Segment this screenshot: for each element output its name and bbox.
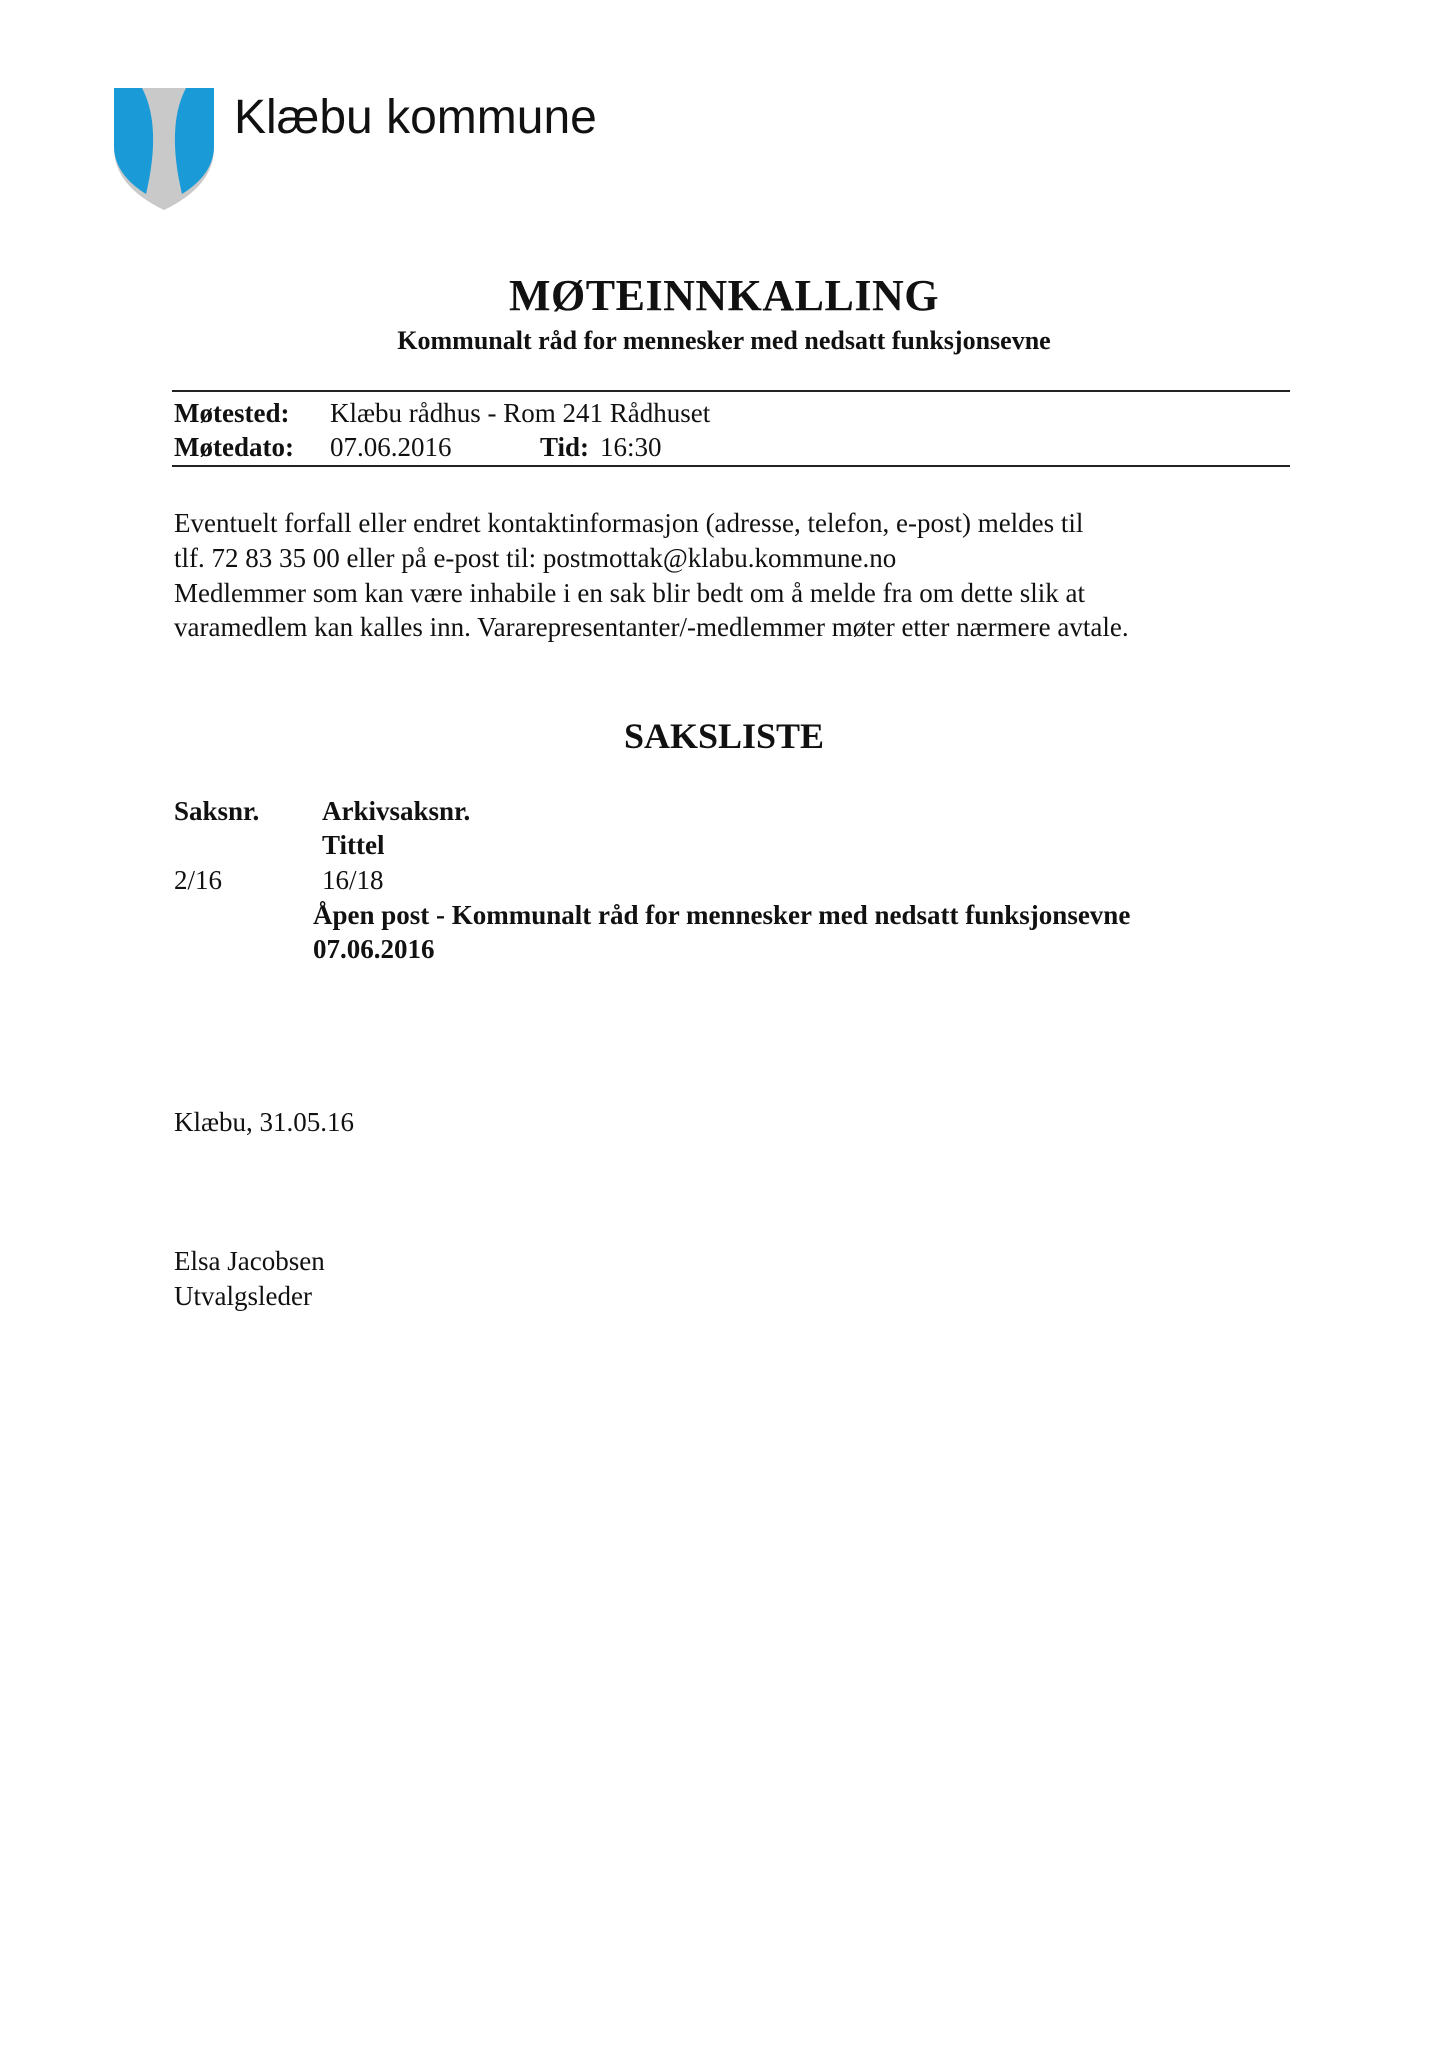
meeting-date-label: Møtedato: — [174, 432, 294, 462]
notice-line: varamedlem kan kalles inn. Vararepresentanter/-medlemmer møter etter nærmere avtale. — [174, 612, 1129, 642]
meeting-place-value: Klæbu rådhus - Rom 241 Rådhuset — [330, 398, 711, 428]
notice-line: Eventuelt forfall eller endret kontaktinformasjon (adresse, telefon, e-post) meldes til — [174, 508, 1084, 538]
divider-bottom — [172, 465, 1290, 467]
divider-top — [172, 390, 1290, 392]
meeting-place-label: Møtested: — [174, 398, 290, 428]
agenda-item-title-date: 07.06.2016 — [313, 934, 435, 964]
agenda-item-archive-no: 16/18 — [322, 865, 384, 895]
meeting-time-value: 16:30 — [600, 432, 662, 462]
organization-name: Klæbu kommune — [234, 91, 597, 144]
signer-name: Elsa Jacobsen — [174, 1246, 325, 1276]
signer-role: Utvalgsleder — [174, 1281, 312, 1311]
page-title: MØTEINNKALLING — [509, 271, 939, 320]
shield-right-wing — [175, 88, 214, 194]
notice-line: tlf. 72 83 35 00 eller på e-post til: postmottak@klabu.kommune.no — [174, 543, 897, 573]
shield-left-wing — [114, 88, 153, 194]
agenda-item-title: Åpen post - Kommunalt råd for mennesker med nedsatt funksjonsevne — [313, 900, 1131, 930]
place-and-date: Klæbu, 31.05.16 — [174, 1107, 355, 1137]
agenda-heading: SAKSLISTE — [623, 716, 825, 756]
agenda-item-case-no: 2/16 — [174, 865, 223, 895]
meeting-time-label: Tid: — [540, 432, 590, 462]
column-header-case-no: Saksnr. — [174, 796, 260, 826]
page-subtitle: Kommunalt råd for mennesker med nedsatt funksjonsevne — [397, 326, 1051, 355]
notice-line: Medlemmer som kan være inhabile i en sak blir bedt om å melde fra om dette slik at — [174, 578, 1085, 608]
meeting-date-value: 07.06.2016 — [330, 432, 452, 462]
column-header-title: Tittel — [322, 830, 385, 860]
column-header-archive-no: Arkivsaksnr. — [322, 796, 471, 826]
coat-of-arms-icon — [112, 86, 216, 212]
